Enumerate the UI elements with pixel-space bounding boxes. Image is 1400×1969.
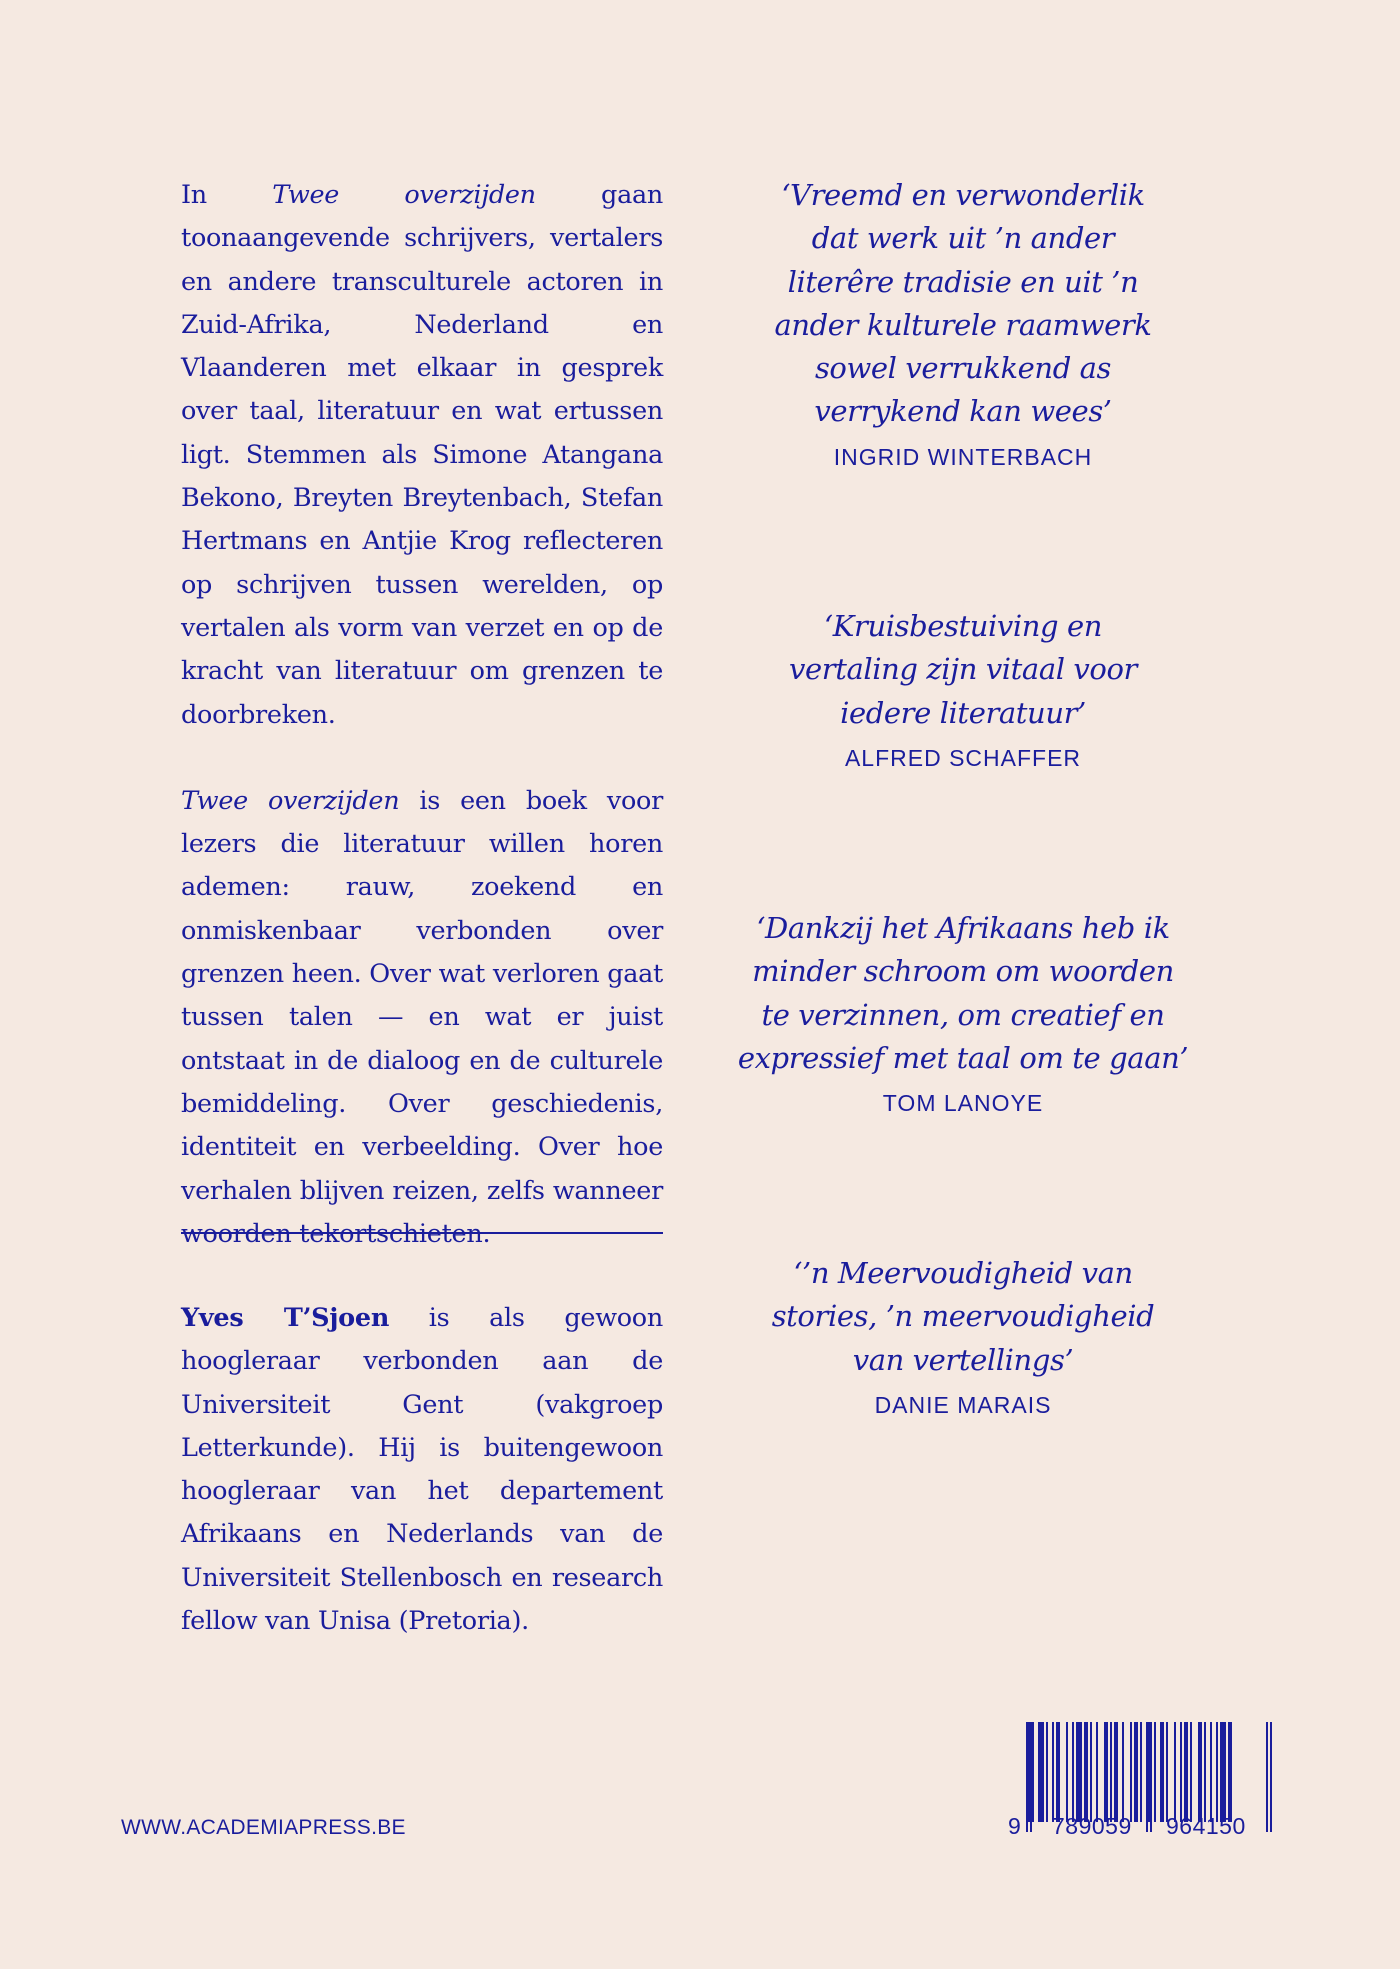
quote-author: TOM LANOYE xyxy=(882,1090,1044,1117)
quote-author: ALFRED SCHAFFER xyxy=(844,744,1082,771)
barcode-bar xyxy=(1134,1722,1138,1822)
quote-line: iedere literatuur’ xyxy=(840,695,1086,730)
publisher-website-link[interactable]: WWW.ACADEMIAPRESS.BE xyxy=(121,1816,406,1839)
barcode-bar xyxy=(1052,1722,1054,1822)
quote-line: vertaling zijn vitaal voor xyxy=(789,652,1137,687)
quote-line: ‘’n Meervoudigheid van xyxy=(793,1256,1133,1290)
quote-line: expressief met taal om te gaan’ xyxy=(737,1040,1189,1075)
quote-text xyxy=(720,1252,1206,1382)
quote-line: verrykend kan wees’ xyxy=(814,394,1112,429)
barcode-bar xyxy=(1210,1722,1212,1822)
barcode-bar xyxy=(1110,1722,1112,1822)
barcode-bar xyxy=(1184,1722,1188,1822)
barcode-bar xyxy=(1228,1722,1232,1822)
author-name: Yves T’Sjoen xyxy=(181,1303,390,1333)
barcode-bar xyxy=(1046,1722,1048,1822)
quote-1 xyxy=(720,174,1206,472)
isbn-part: 789059 xyxy=(1052,1813,1132,1839)
quote-line: van vertellings’ xyxy=(852,1342,1074,1377)
barcode-bar xyxy=(1140,1722,1142,1822)
blurb-p2-body: is een boek voor lezers die literatuur willen horen ademen: rauw, zoekend en onmiskenbaar verbonden over grenzen heen. Over wat verloren gaat tussen talen — en wat er juist ontstaat in de dialoog en de culturele bemiddeling. Over geschiedenis, identiteit en verbeelding. Over hoe verhalen blijven reizen, zelfs wanneer woorden tekortschieten. xyxy=(181,785,663,1249)
barcode-bar xyxy=(1096,1722,1098,1822)
isbn-part: 964150 xyxy=(1166,1813,1246,1839)
barcode-bar xyxy=(1032,1722,1034,1822)
quote-author: INGRID WINTERBACH xyxy=(833,443,1093,470)
barcode-guard-bar xyxy=(1270,1722,1272,1832)
barcode-bar xyxy=(1122,1722,1124,1822)
quote-line: ‘Dankzij het Afrikaans heb ik xyxy=(756,911,1170,945)
blurb-p1-body: gaan toonaangevende schrijvers, vertalers en andere transculturele actoren in Zuid-Afrika, Nederland en Vlaanderen met elkaar in gesprek over taal, literatuur en wat ertussen ligt. Stemmen als Simone Atangana Bekono, Breyten Breytenbach, Stefan Hertmans en Antjie Krog reflecteren op schrijven tussen werelden, op vertalen als vorm van verzet en op de kracht van literatuur om grenzen te doorbreken. xyxy=(181,180,664,730)
author-bio-text: is als gewoon hoogleraar verbonden aan de Universiteit Gent (vakgroep Letterkunde). Hij is buitengewoon hoogleraar van het departement Afrikaans en Nederlands van de Universiteit Stellenbosch en research fellow van Unisa (Pretoria). xyxy=(181,1303,663,1637)
quote-2 xyxy=(720,605,1206,773)
blurb-text xyxy=(181,174,663,1256)
barcode-bar xyxy=(1216,1722,1218,1822)
barcode-guard-bar xyxy=(1150,1722,1152,1832)
blurb-paragraph-2 xyxy=(181,780,663,1256)
isbn-part: 9 xyxy=(1008,1813,1022,1839)
author-bio xyxy=(181,1297,663,1643)
quote-line: minder schroom om woorden xyxy=(752,954,1174,989)
barcode-bar xyxy=(1198,1722,1202,1822)
barcode-bar xyxy=(1166,1722,1168,1822)
barcode-bar xyxy=(1056,1722,1060,1822)
quote-text xyxy=(720,174,1206,434)
quote-author: DANIE MARAIS xyxy=(874,1391,1052,1418)
barcode-bar xyxy=(1072,1722,1074,1822)
barcode-bar xyxy=(1076,1722,1082,1822)
barcode-bar xyxy=(1220,1722,1226,1822)
barcode-bar xyxy=(1174,1722,1176,1822)
book-title-italic: Twee overzijden xyxy=(181,785,400,816)
quote-text xyxy=(720,605,1206,735)
quote-text xyxy=(720,907,1206,1080)
quote-line: literêre tradisie en uit ’n xyxy=(787,264,1139,299)
quote-line: ‘Kruisbestuiving en xyxy=(823,609,1103,643)
barcode-bar xyxy=(1180,1722,1182,1822)
barcode-bar xyxy=(1084,1722,1088,1822)
divider xyxy=(181,1232,663,1234)
barcode-bar xyxy=(1130,1722,1132,1822)
quote-3 xyxy=(720,907,1206,1118)
barcode-bar xyxy=(1038,1722,1044,1822)
quote-line: stories, ’n meervoudigheid xyxy=(771,1299,1155,1334)
barcode-bar xyxy=(1090,1722,1092,1822)
barcode-guard-bar xyxy=(1026,1722,1028,1832)
barcode-bar xyxy=(1154,1722,1156,1822)
quote-line: ‘Vreemd en verwonderlik xyxy=(781,178,1145,212)
barcode-bar xyxy=(1104,1722,1108,1822)
blurb-paragraph-1 xyxy=(181,174,663,737)
barcode-guard-bar xyxy=(1266,1722,1268,1832)
blurb-p1-prefix: In xyxy=(181,180,273,210)
barcode-bar xyxy=(1066,1722,1068,1822)
quote-line: dat werk uit ’n ander xyxy=(811,221,1115,256)
quote-line: ander kulturele raamwerk xyxy=(774,307,1152,342)
barcode-guard-bar xyxy=(1146,1722,1148,1832)
quote-line: sowel verrukkend as xyxy=(814,351,1112,386)
barcode-bar xyxy=(1190,1722,1192,1822)
barcode-bar xyxy=(1160,1722,1164,1822)
quote-4 xyxy=(720,1252,1206,1420)
barcode-bar xyxy=(1114,1722,1118,1822)
quote-line: te verzinnen, om creatief en xyxy=(761,997,1165,1032)
book-title-italic: Twee overzijden xyxy=(272,180,536,210)
barcode-bar xyxy=(1204,1722,1206,1822)
barcode-guard-bar xyxy=(1030,1722,1032,1832)
